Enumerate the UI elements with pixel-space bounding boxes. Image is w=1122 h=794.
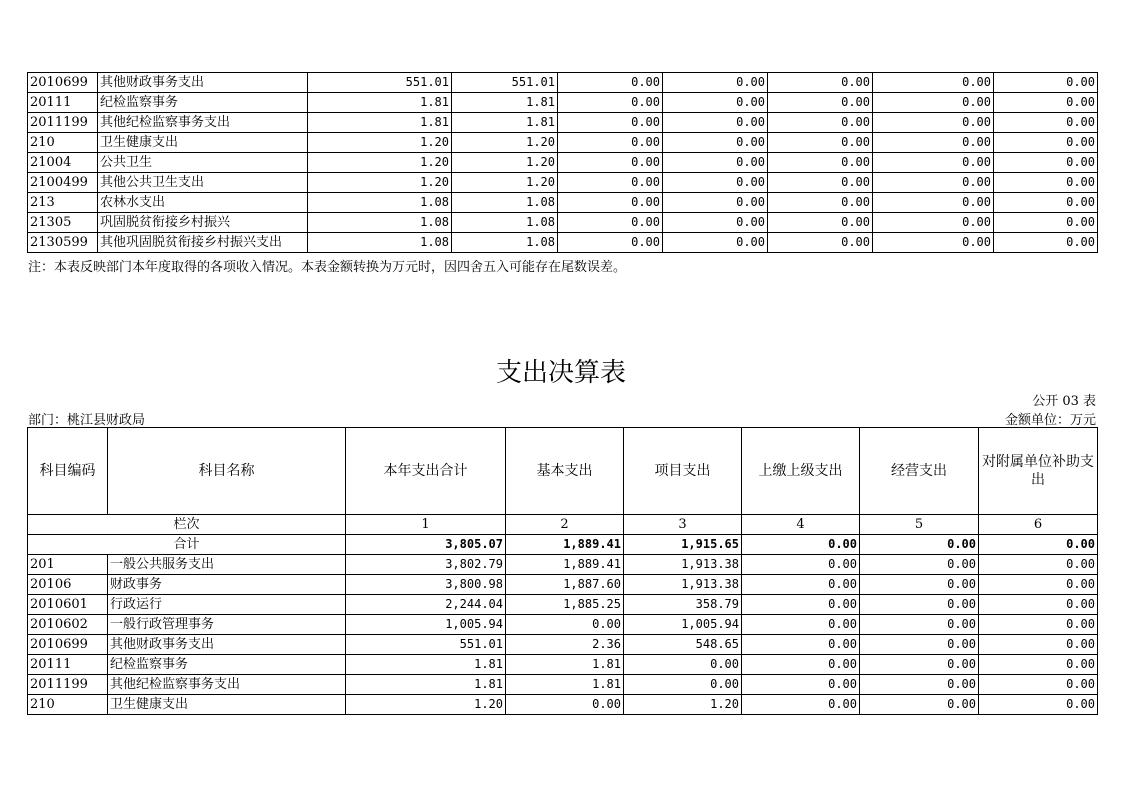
amount-cell: 0.00 [979, 575, 1098, 595]
amount-cell: 0.00 [873, 233, 994, 253]
amount-cell: 3,800.98 [346, 575, 506, 595]
expenditure-table-body [28, 428, 1098, 715]
amount-cell: 0.00 [624, 675, 742, 695]
amount-cell: 0.00 [873, 173, 994, 193]
amount-cell: 0.00 [994, 173, 1098, 193]
column-number: 4 [742, 515, 860, 535]
column-number: 5 [860, 515, 979, 535]
amount-cell: 0.00 [663, 93, 768, 113]
amount-cell: 0.00 [558, 233, 663, 253]
amount-cell: 0.00 [994, 113, 1098, 133]
amount-cell: 1.08 [308, 233, 452, 253]
subject-code: 20106 [28, 575, 108, 595]
total-value: 0.00 [742, 535, 860, 555]
amount-cell: 551.01 [346, 635, 506, 655]
amount-cell: 1.08 [452, 233, 558, 253]
amount-cell: 0.00 [860, 615, 979, 635]
expenditure-table [27, 427, 1098, 715]
subject-code: 210 [28, 695, 108, 715]
subject-name: 其他巩固脱贫衔接乡村振兴支出 [98, 233, 308, 253]
subject-name: 卫生健康支出 [108, 695, 346, 715]
amount-cell: 1,887.60 [506, 575, 624, 595]
amount-cell: 0.00 [979, 595, 1098, 615]
income-row [28, 153, 1098, 173]
column-number: 1 [346, 515, 506, 535]
amount-cell: 1.20 [308, 133, 452, 153]
amount-cell: 0.00 [979, 695, 1098, 715]
subject-code: 20111 [28, 655, 108, 675]
header-cell: 基本支出 [506, 428, 624, 515]
form-number: 公开 03 表 [1032, 394, 1096, 409]
expenditure-row [28, 555, 1098, 575]
header-cell: 科目编码 [28, 428, 108, 515]
total-value: 1,889.41 [506, 535, 624, 555]
header-row [28, 428, 1098, 515]
amount-cell: 1.08 [308, 193, 452, 213]
amount-cell: 0.00 [768, 73, 873, 93]
amount-cell: 0.00 [768, 193, 873, 213]
amount-cell: 2,244.04 [346, 595, 506, 615]
expenditure-row [28, 695, 1098, 715]
amount-cell: 0.00 [860, 635, 979, 655]
subject-name: 纪检监察事务 [108, 655, 346, 675]
amount-cell: 0.00 [979, 615, 1098, 635]
income-row [28, 193, 1098, 213]
income-table-body [28, 73, 1098, 253]
amount-cell: 0.00 [663, 73, 768, 93]
amount-cell: 0.00 [860, 675, 979, 695]
amount-cell: 0.00 [742, 655, 860, 675]
amount-cell: 0.00 [663, 133, 768, 153]
amount-cell: 0.00 [873, 93, 994, 113]
amount-cell: 0.00 [979, 675, 1098, 695]
total-row [28, 535, 1098, 555]
amount-cell: 1.20 [452, 173, 558, 193]
amount-cell: 1.20 [308, 153, 452, 173]
income-row [28, 113, 1098, 133]
amount-cell: 0.00 [742, 635, 860, 655]
subject-code: 2011199 [28, 675, 108, 695]
income-row [28, 73, 1098, 93]
amount-cell: 1,005.94 [624, 615, 742, 635]
subject-name: 一般行政管理事务 [108, 615, 346, 635]
income-row [28, 213, 1098, 233]
amount-cell: 0.00 [624, 655, 742, 675]
amount-cell: 1.81 [452, 113, 558, 133]
subject-code: 21305 [28, 213, 98, 233]
amount-cell: 0.00 [558, 93, 663, 113]
column-number-row [28, 515, 1098, 535]
amount-cell: 0.00 [558, 173, 663, 193]
total-value: 3,805.07 [346, 535, 506, 555]
amount-cell: 1,005.94 [346, 615, 506, 635]
amount-cell: 0.00 [994, 153, 1098, 173]
subject-name: 巩固脱贫衔接乡村振兴 [98, 213, 308, 233]
amount-cell: 1.81 [506, 675, 624, 695]
amount-cell: 1.81 [346, 655, 506, 675]
amount-cell: 551.01 [308, 73, 452, 93]
total-value: 1,915.65 [624, 535, 742, 555]
amount-cell: 0.00 [558, 153, 663, 173]
amount-cell: 0.00 [873, 193, 994, 213]
table-note: 注：本表反映部门本年度取得的各项收入情况。本表金额转换为万元时，因四舍五入可能存在尾数误差。 [28, 260, 627, 275]
column-number-label: 栏次 [28, 515, 346, 535]
amount-cell: 0.00 [768, 133, 873, 153]
amount-cell: 1.20 [624, 695, 742, 715]
amount-cell: 0.00 [742, 695, 860, 715]
subject-name: 其他纪检监察事务支出 [108, 675, 346, 695]
subject-code: 2130599 [28, 233, 98, 253]
subject-code: 2011199 [28, 113, 98, 133]
amount-cell: 1.81 [308, 113, 452, 133]
subject-code: 2010699 [28, 73, 98, 93]
amount-cell: 1.08 [308, 213, 452, 233]
subject-name: 其他公共卫生支出 [98, 173, 308, 193]
subject-name: 纪检监察事务 [98, 93, 308, 113]
header-cell: 本年支出合计 [346, 428, 506, 515]
header-cell: 对附属单位补助支出 [979, 428, 1098, 515]
amount-cell: 358.79 [624, 595, 742, 615]
amount-cell: 0.00 [979, 555, 1098, 575]
amount-unit-label: 金额单位：万元 [1004, 413, 1096, 428]
amount-cell: 1.20 [452, 133, 558, 153]
amount-cell: 0.00 [873, 153, 994, 173]
subject-name: 其他纪检监察事务支出 [98, 113, 308, 133]
amount-cell: 0.00 [979, 635, 1098, 655]
amount-cell: 0.00 [558, 193, 663, 213]
amount-cell: 0.00 [506, 615, 624, 635]
amount-cell: 0.00 [768, 233, 873, 253]
column-number: 3 [624, 515, 742, 535]
amount-cell: 0.00 [768, 153, 873, 173]
subject-name: 一般公共服务支出 [108, 555, 346, 575]
amount-cell: 1.20 [452, 153, 558, 173]
amount-cell: 2.36 [506, 635, 624, 655]
amount-cell: 0.00 [860, 695, 979, 715]
amount-cell: 0.00 [506, 695, 624, 715]
income-row [28, 93, 1098, 113]
amount-cell: 0.00 [558, 133, 663, 153]
subject-code: 201 [28, 555, 108, 575]
amount-cell: 0.00 [558, 113, 663, 133]
column-number: 2 [506, 515, 624, 535]
amount-cell: 0.00 [768, 213, 873, 233]
amount-cell: 0.00 [768, 113, 873, 133]
amount-cell: 0.00 [768, 93, 873, 113]
income-row [28, 133, 1098, 153]
amount-cell: 1.81 [506, 655, 624, 675]
amount-cell: 0.00 [873, 73, 994, 93]
amount-cell: 0.00 [663, 173, 768, 193]
amount-cell: 0.00 [860, 555, 979, 575]
header-cell: 科目名称 [108, 428, 346, 515]
amount-cell: 0.00 [663, 113, 768, 133]
expenditure-row [28, 635, 1098, 655]
amount-cell: 0.00 [873, 133, 994, 153]
amount-cell: 0.00 [979, 655, 1098, 675]
total-label: 合计 [28, 535, 346, 555]
column-number: 6 [979, 515, 1098, 535]
amount-cell: 1.20 [346, 695, 506, 715]
amount-cell: 1,889.41 [506, 555, 624, 575]
subject-code: 210 [28, 133, 98, 153]
amount-cell: 0.00 [860, 595, 979, 615]
amount-cell: 0.00 [742, 575, 860, 595]
header-cell: 经营支出 [860, 428, 979, 515]
amount-cell: 1.20 [308, 173, 452, 193]
amount-cell: 0.00 [873, 113, 994, 133]
amount-cell: 1.08 [452, 213, 558, 233]
subject-name: 卫生健康支出 [98, 133, 308, 153]
subject-code: 2100499 [28, 173, 98, 193]
page-title: 支出决算表 [495, 358, 626, 388]
amount-cell: 0.00 [742, 615, 860, 635]
amount-cell: 0.00 [860, 655, 979, 675]
amount-cell: 0.00 [768, 173, 873, 193]
total-value: 0.00 [979, 535, 1098, 555]
header-cell: 上缴上级支出 [742, 428, 860, 515]
expenditure-row [28, 615, 1098, 635]
amount-cell: 0.00 [994, 133, 1098, 153]
amount-cell: 0.00 [663, 153, 768, 173]
subject-name: 财政事务 [108, 575, 346, 595]
subject-name: 其他财政事务支出 [98, 73, 308, 93]
amount-cell: 1,913.38 [624, 575, 742, 595]
subject-name: 农林水支出 [98, 193, 308, 213]
amount-cell: 0.00 [742, 595, 860, 615]
amount-cell: 0.00 [994, 233, 1098, 253]
subject-code: 2010699 [28, 635, 108, 655]
subject-code: 2010602 [28, 615, 108, 635]
expenditure-row [28, 575, 1098, 595]
amount-cell: 0.00 [860, 575, 979, 595]
subject-name: 其他财政事务支出 [108, 635, 346, 655]
amount-cell: 0.00 [742, 675, 860, 695]
amount-cell: 0.00 [994, 213, 1098, 233]
amount-cell: 1.08 [452, 193, 558, 213]
subject-name: 行政运行 [108, 595, 346, 615]
amount-cell: 0.00 [663, 213, 768, 233]
amount-cell: 1,913.38 [624, 555, 742, 575]
amount-cell: 0.00 [994, 93, 1098, 113]
amount-cell: 0.00 [663, 233, 768, 253]
amount-cell: 3,802.79 [346, 555, 506, 575]
subject-name: 公共卫生 [98, 153, 308, 173]
amount-cell: 0.00 [742, 555, 860, 575]
amount-cell: 0.00 [558, 73, 663, 93]
income-row [28, 173, 1098, 193]
department-label: 部门：桃江县财政局 [28, 413, 146, 428]
amount-cell: 1.81 [308, 93, 452, 113]
expenditure-row [28, 595, 1098, 615]
income-row [28, 233, 1098, 253]
subject-code: 21004 [28, 153, 98, 173]
amount-cell: 551.01 [452, 73, 558, 93]
subject-code: 213 [28, 193, 98, 213]
amount-cell: 1.81 [346, 675, 506, 695]
expenditure-row [28, 675, 1098, 695]
amount-cell: 0.00 [994, 73, 1098, 93]
total-value: 0.00 [860, 535, 979, 555]
income-table-continuation [27, 72, 1098, 253]
amount-cell: 548.65 [624, 635, 742, 655]
amount-cell: 0.00 [663, 193, 768, 213]
subject-code: 20111 [28, 93, 98, 113]
subject-code: 2010601 [28, 595, 108, 615]
expenditure-row [28, 655, 1098, 675]
header-cell: 项目支出 [624, 428, 742, 515]
amount-cell: 1,885.25 [506, 595, 624, 615]
amount-cell: 0.00 [558, 213, 663, 233]
amount-cell: 0.00 [873, 213, 994, 233]
amount-cell: 1.81 [452, 93, 558, 113]
amount-cell: 0.00 [994, 193, 1098, 213]
